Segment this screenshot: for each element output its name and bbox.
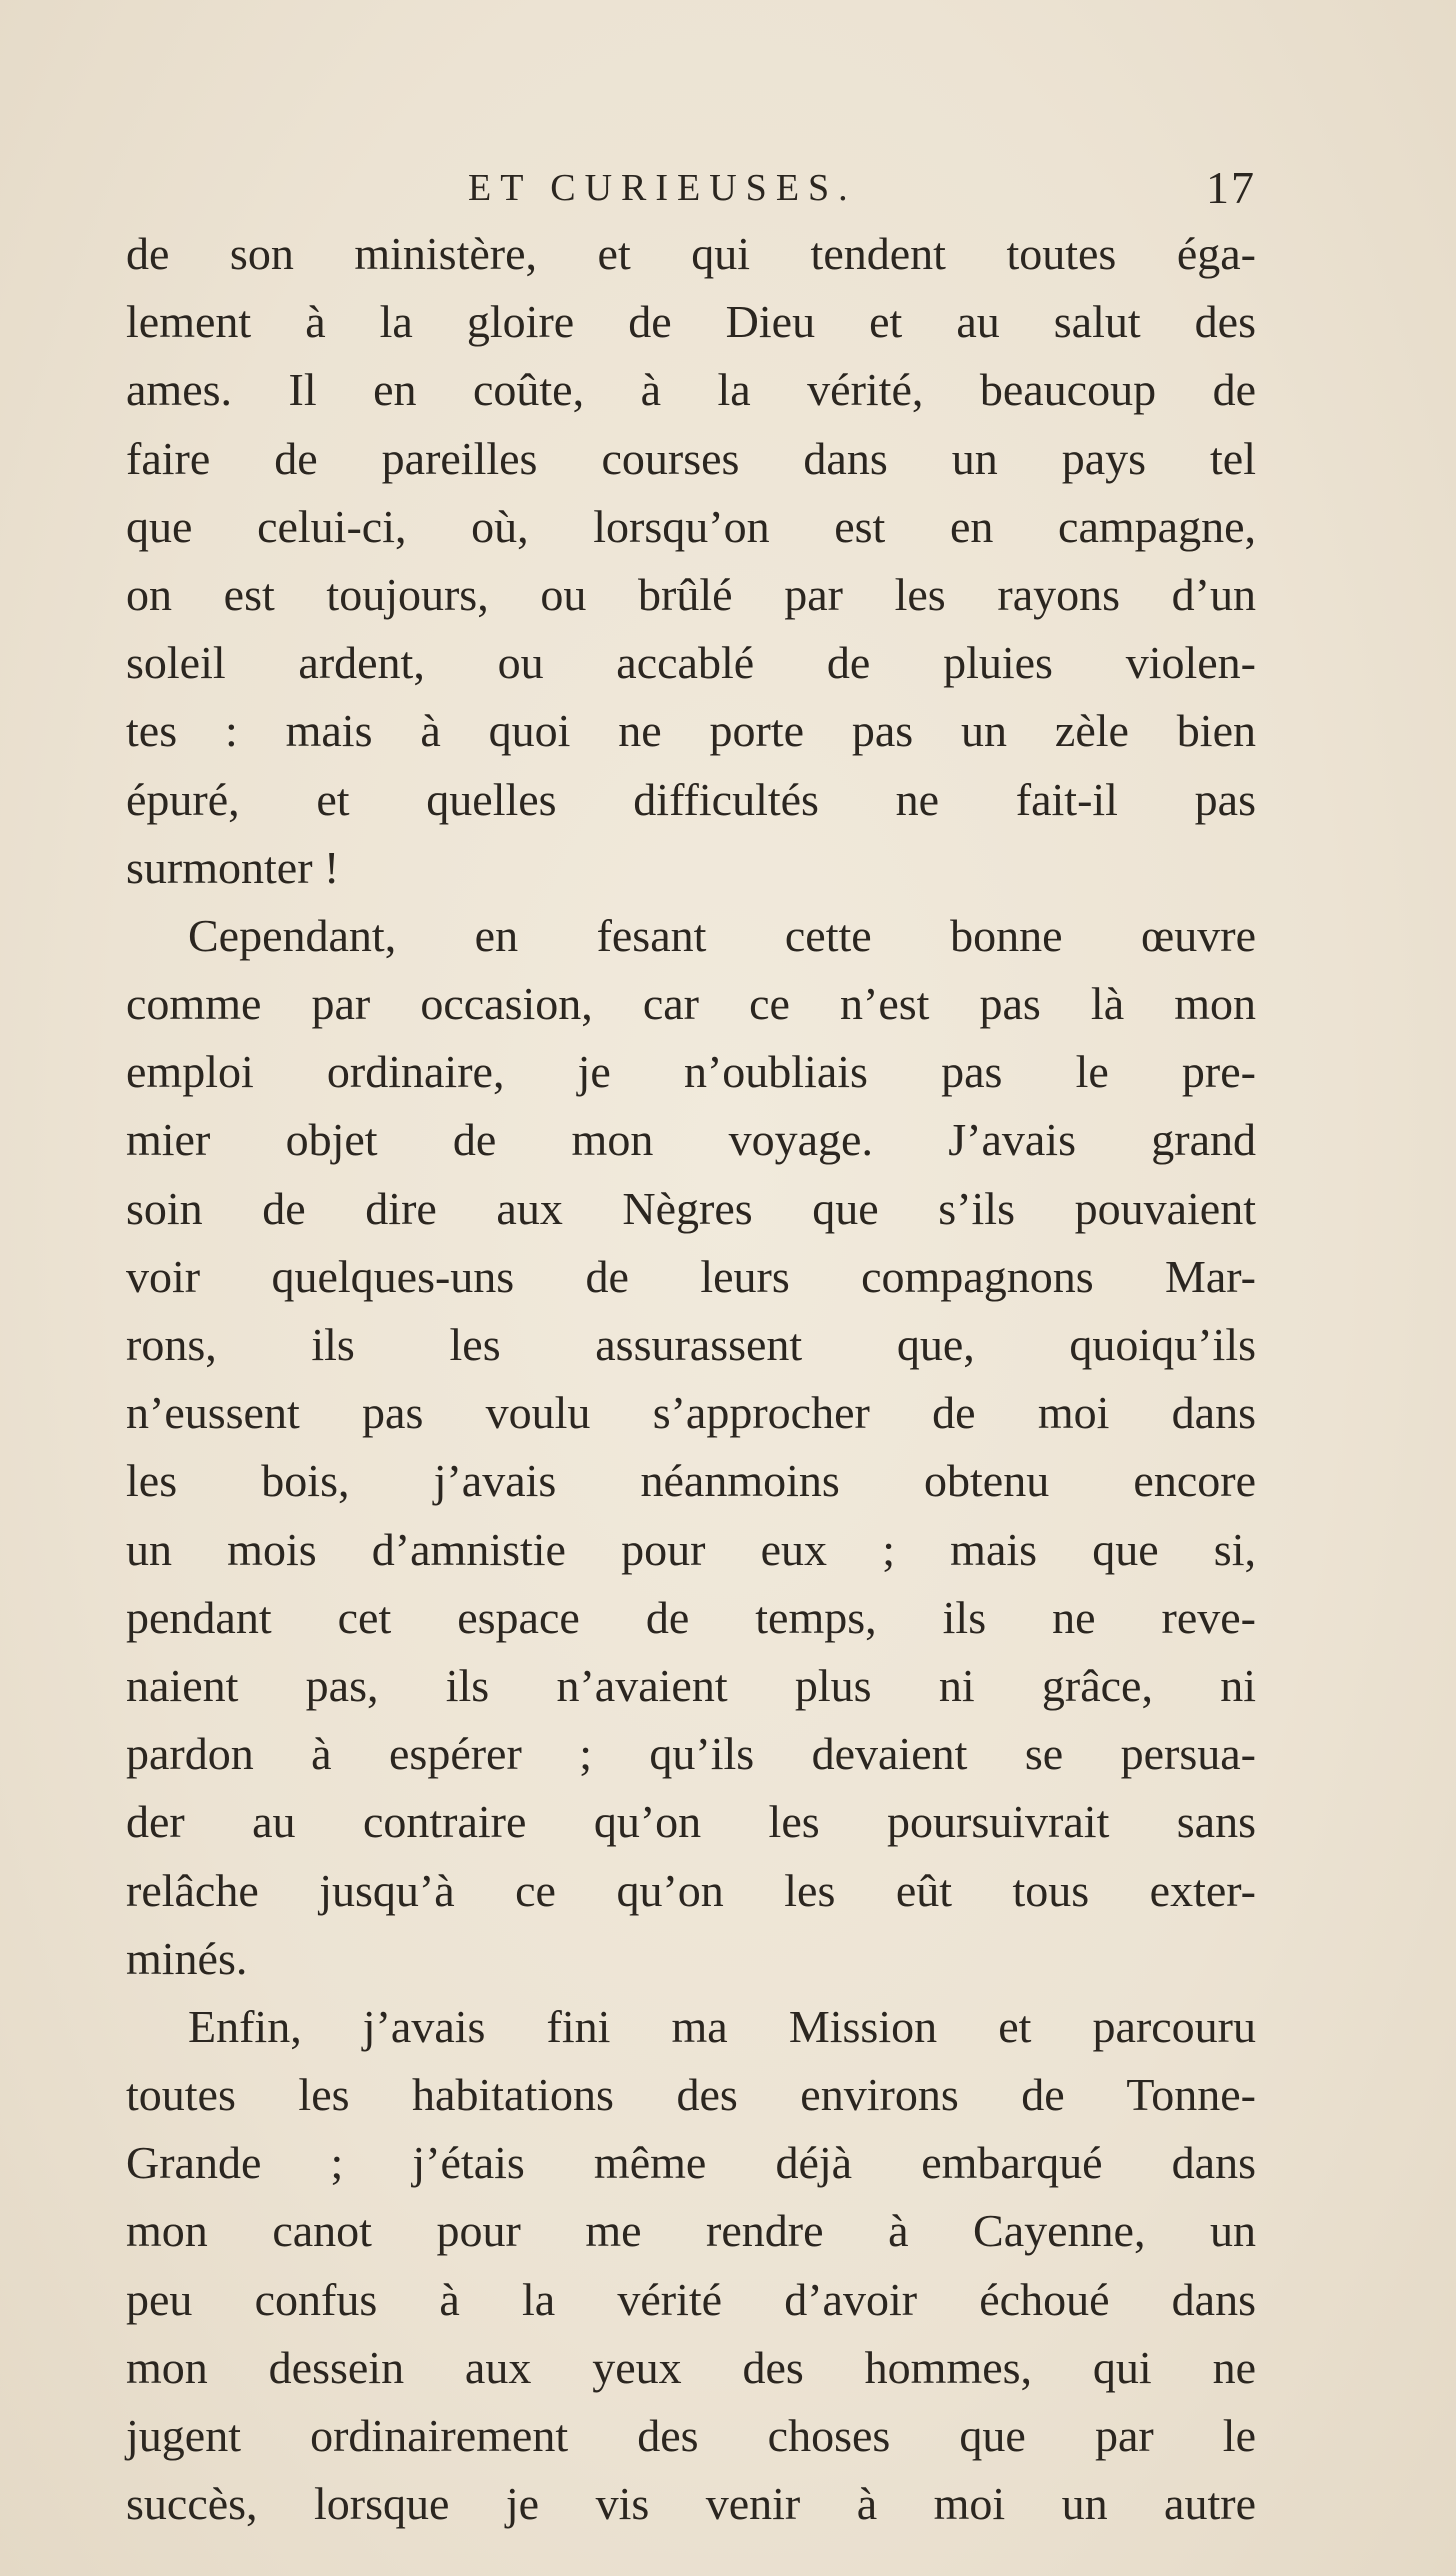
text-line-paragraph-end: surmonter ! xyxy=(126,841,340,893)
text-line: emploi ordinaire, je n’oubliais pas le pre- xyxy=(126,1046,1256,1098)
text-line: tes : mais à quoi ne porte pas un zèle bien xyxy=(126,705,1256,757)
text-line: soleil ardent, ou accablé de pluies violen- xyxy=(126,637,1256,689)
text-line-paragraph-start: Cependant, en fesant cette bonne œuvre xyxy=(188,909,1256,961)
text-line: de son ministère, et qui tendent toutes éga- xyxy=(126,228,1256,279)
text-line: que celui-ci, où, lorsqu’on est en campagne, xyxy=(126,500,1256,552)
text-line: les bois, j’avais néanmoins obtenu encore xyxy=(126,1455,1256,1507)
page-header xyxy=(126,158,1256,218)
body-text xyxy=(126,220,1256,2538)
text-line: n’eussent pas voulu s’approcher de moi dans xyxy=(126,1387,1256,1439)
text-line: succès, lorsque je vis venir à moi un autre xyxy=(126,2478,1256,2530)
text-line-paragraph-end: minés. xyxy=(126,1932,248,1984)
text-line: on est toujours, ou brûlé par les rayons d’un xyxy=(126,568,1256,620)
text-line: lement à la gloire de Dieu et au salut des xyxy=(126,296,1256,348)
text-line: mon dessein aux yeux des hommes, qui ne xyxy=(126,2341,1256,2393)
text-line: Grande ; j’étais même déjà embarqué dans xyxy=(126,2137,1256,2189)
text-line: mon canot pour me rendre à Cayenne, un xyxy=(126,2205,1256,2257)
text-line: der au contraire qu’on les poursuivrait sans xyxy=(126,1796,1256,1848)
text-line: épuré, et quelles difficultés ne fait-il pas xyxy=(126,773,1256,825)
text-line: mier objet de mon voyage. J’avais grand xyxy=(126,1114,1256,1166)
text-line: rons, ils les assurassent que, quoiqu’ils xyxy=(126,1319,1256,1370)
text-line: naient pas, ils n’avaient plus ni grâce, ni xyxy=(126,1659,1256,1711)
text-line: peu confus à la vérité d’avoir échoué dans xyxy=(126,2273,1256,2325)
page-number: 17 xyxy=(1206,162,1256,213)
text-line: ames. Il en coûte, à la vérité, beaucoup de xyxy=(126,364,1256,416)
text-line: pardon à espérer ; qu’ils devaient se persua- xyxy=(126,1728,1256,1780)
text-line: toutes les habitations des environs de Tonne- xyxy=(126,2069,1256,2121)
text-line-paragraph-start: Enfin, j’avais fini ma Mission et parcouru xyxy=(188,2000,1256,2052)
text-line: soin de dire aux Nègres que s’ils pouvaient xyxy=(126,1182,1256,1234)
running-head: ET CURIEUSES. xyxy=(468,167,857,209)
text-line: faire de pareilles courses dans un pays tel xyxy=(126,432,1256,484)
text-line: un mois d’amnistie pour eux ; mais que si, xyxy=(126,1523,1256,1575)
text-line: comme par occasion, car ce n’est pas là mon xyxy=(126,978,1256,1030)
text-line: jugent ordinairement des choses que par le xyxy=(126,2410,1256,2461)
text-line: relâche jusqu’à ce qu’on les eût tous exter- xyxy=(126,1864,1256,1916)
text-line: pendant cet espace de temps, ils ne reve- xyxy=(126,1591,1256,1643)
text-line: voir quelques-uns de leurs compagnons Mar- xyxy=(126,1250,1256,1302)
